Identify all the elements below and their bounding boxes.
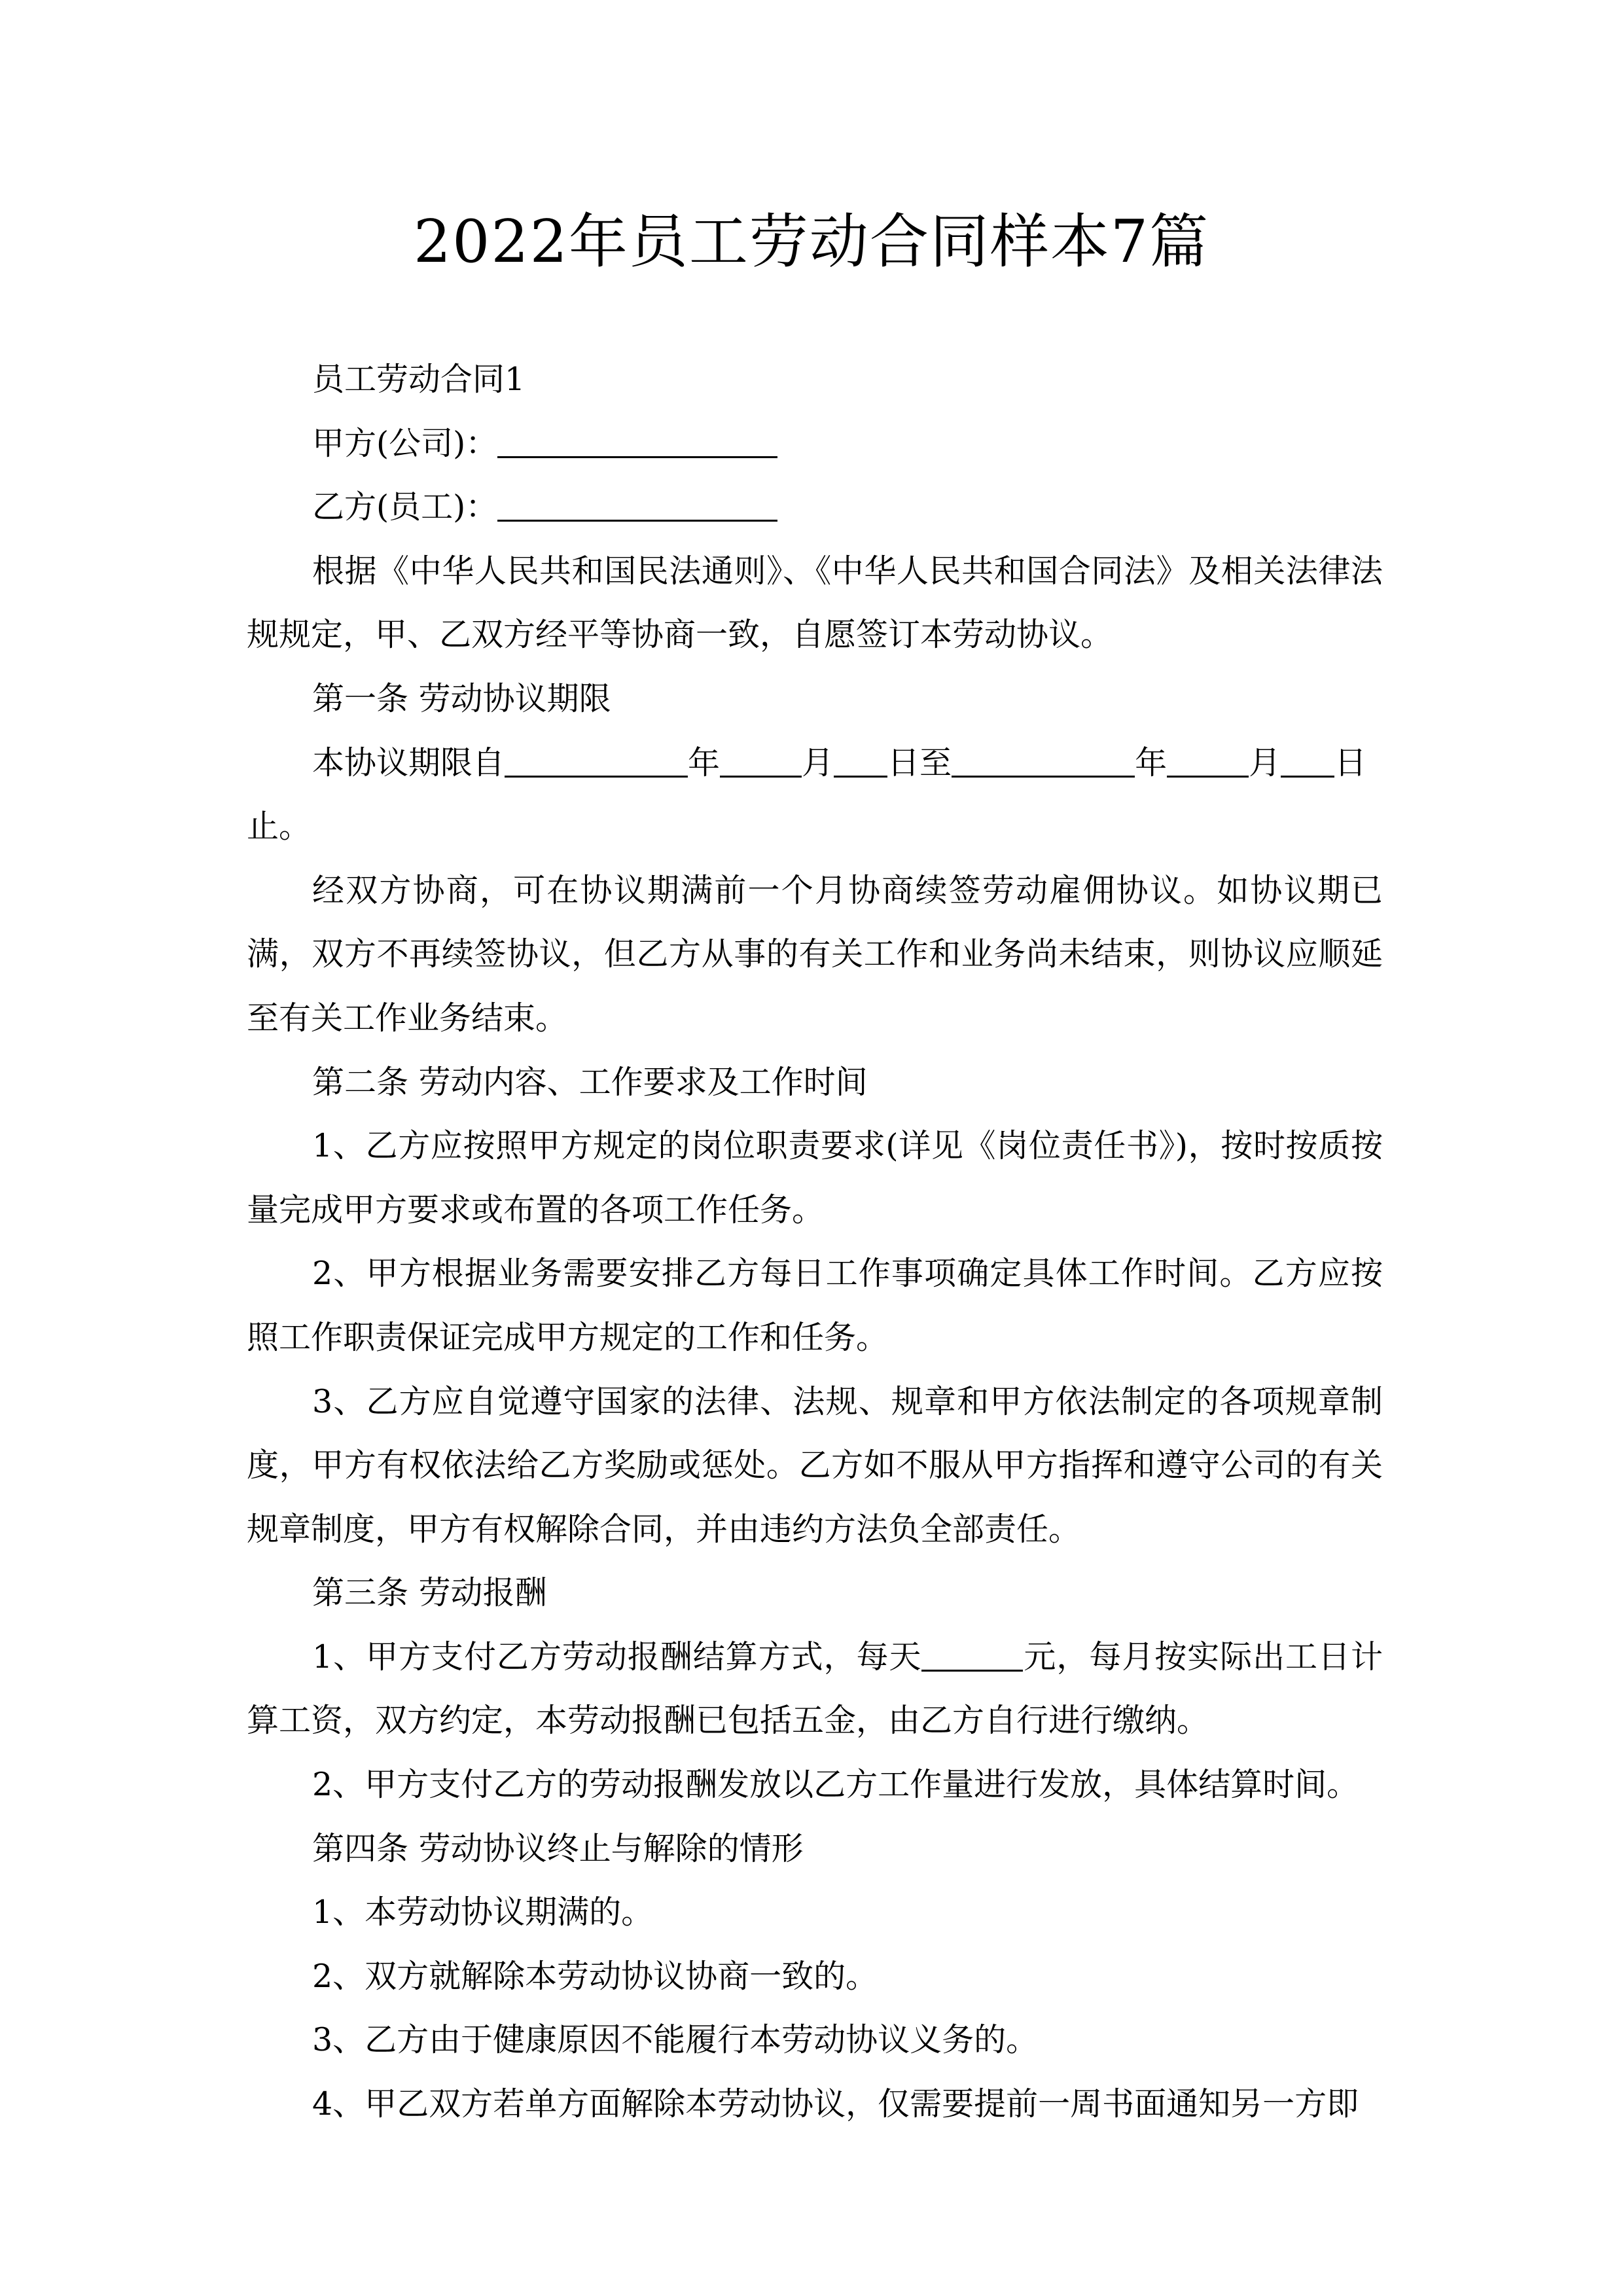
article4-item-1: 1、本劳动协议期满的。 <box>312 1893 654 1931</box>
article2-heading: 第二条 劳动内容、工作要求及工作时间 <box>312 1063 868 1101</box>
start-day-blank[interactable] <box>834 744 887 778</box>
article4-item-3: 3、乙方由于健康原因不能履行本劳动协议义务的。 <box>312 2021 1039 2059</box>
article4-item-2: 2、双方就解除本劳动协议协商一致的。 <box>312 1957 878 1995</box>
preamble-paragraph: 根据《中华人民共和国民法通则》、《中华人民共和国合同法》及相关法律法规规定，甲、乙双方经平等协商一致，自愿签订本劳动协议。 <box>247 552 1383 654</box>
party-a-line <box>247 412 1383 476</box>
section-heading: 员工劳动合同1 <box>312 361 526 398</box>
party-a-blank[interactable] <box>497 424 777 458</box>
article2-item-1: 1、乙方应按照甲方规定的岗位职责要求(详见《岗位责任书》)，按时按质按量完成甲方要求或布置的各项工作任务。 <box>247 1127 1383 1229</box>
day-to-label: 日至 <box>887 744 952 781</box>
daily-wage-blank[interactable] <box>921 1638 1023 1672</box>
start-month-label: 月 <box>802 744 834 781</box>
article1-renewal-paragraph: 经双方协商，可在协议期满前一个月协商续签劳动雇佣协议。如协议期已满，双方不再续签协议，但乙方从事的有关工作和业务尚未结束，则协议应顺延至有关工作业务结束。 <box>247 871 1383 1037</box>
start-year-blank[interactable] <box>505 744 688 778</box>
end-year-blank[interactable] <box>952 744 1135 778</box>
end-month-blank[interactable] <box>1167 744 1249 778</box>
article2-item-3: 3、乙方应自觉遵守国家的法律、法规、规章和甲方依法制定的各项规章制度，甲方有权依法给乙方奖励或惩处。乙方如不服从甲方指挥和遵守公司的有关规章制度，甲方有权解除合同，并由违约方法负全部责任。 <box>247 1382 1383 1548</box>
article3-heading: 第三条 劳动报酬 <box>312 1574 547 1612</box>
party-b-label: 乙方(员工)： <box>312 488 498 526</box>
article3-item-1 <box>247 1625 1383 1753</box>
start-month-blank[interactable] <box>720 744 802 778</box>
document-body <box>247 348 1383 2136</box>
article4-item-4: 4、甲乙双方若单方面解除本劳动协议，仅需要提前一周书面通知另一方即 <box>312 2085 1359 2123</box>
end-day-blank[interactable] <box>1281 744 1334 778</box>
term-prefix: 本协议期限自 <box>312 744 505 781</box>
article4-heading: 第四条 劳动协议终止与解除的情形 <box>312 1829 804 1867</box>
party-b-blank[interactable] <box>497 488 777 522</box>
day-end-label: 日止。 <box>247 744 1367 846</box>
article1-term-line <box>247 731 1383 859</box>
article3-item-2: 2、甲方支付乙方的劳动报酬发放以乙方工作量进行发放，具体结算时间。 <box>312 1766 1359 1804</box>
end-month-label: 月 <box>1249 744 1281 781</box>
document-title: 2022年员工劳动合同样本7篇 <box>413 207 1210 276</box>
wage-suffix: 元，每月按实际出工日计算工资，双方约定，本劳动报酬已包括五金，由乙方自行进行缴纳。 <box>247 1638 1383 1740</box>
party-b-line <box>247 475 1383 539</box>
end-year-label: 年 <box>1135 744 1168 781</box>
article1-heading: 第一条 劳动协议期限 <box>312 679 611 717</box>
article2-item-2: 2、甲方根据业务需要安排乙方每日工作事项确定具体工作时间。乙方应按照工作职责保证完成甲方规定的工作和任务。 <box>247 1255 1383 1356</box>
start-year-label: 年 <box>688 744 721 781</box>
wage-prefix: 1、甲方支付乙方劳动报酬结算方式，每天 <box>312 1638 922 1676</box>
party-a-label: 甲方(公司)： <box>312 424 498 462</box>
